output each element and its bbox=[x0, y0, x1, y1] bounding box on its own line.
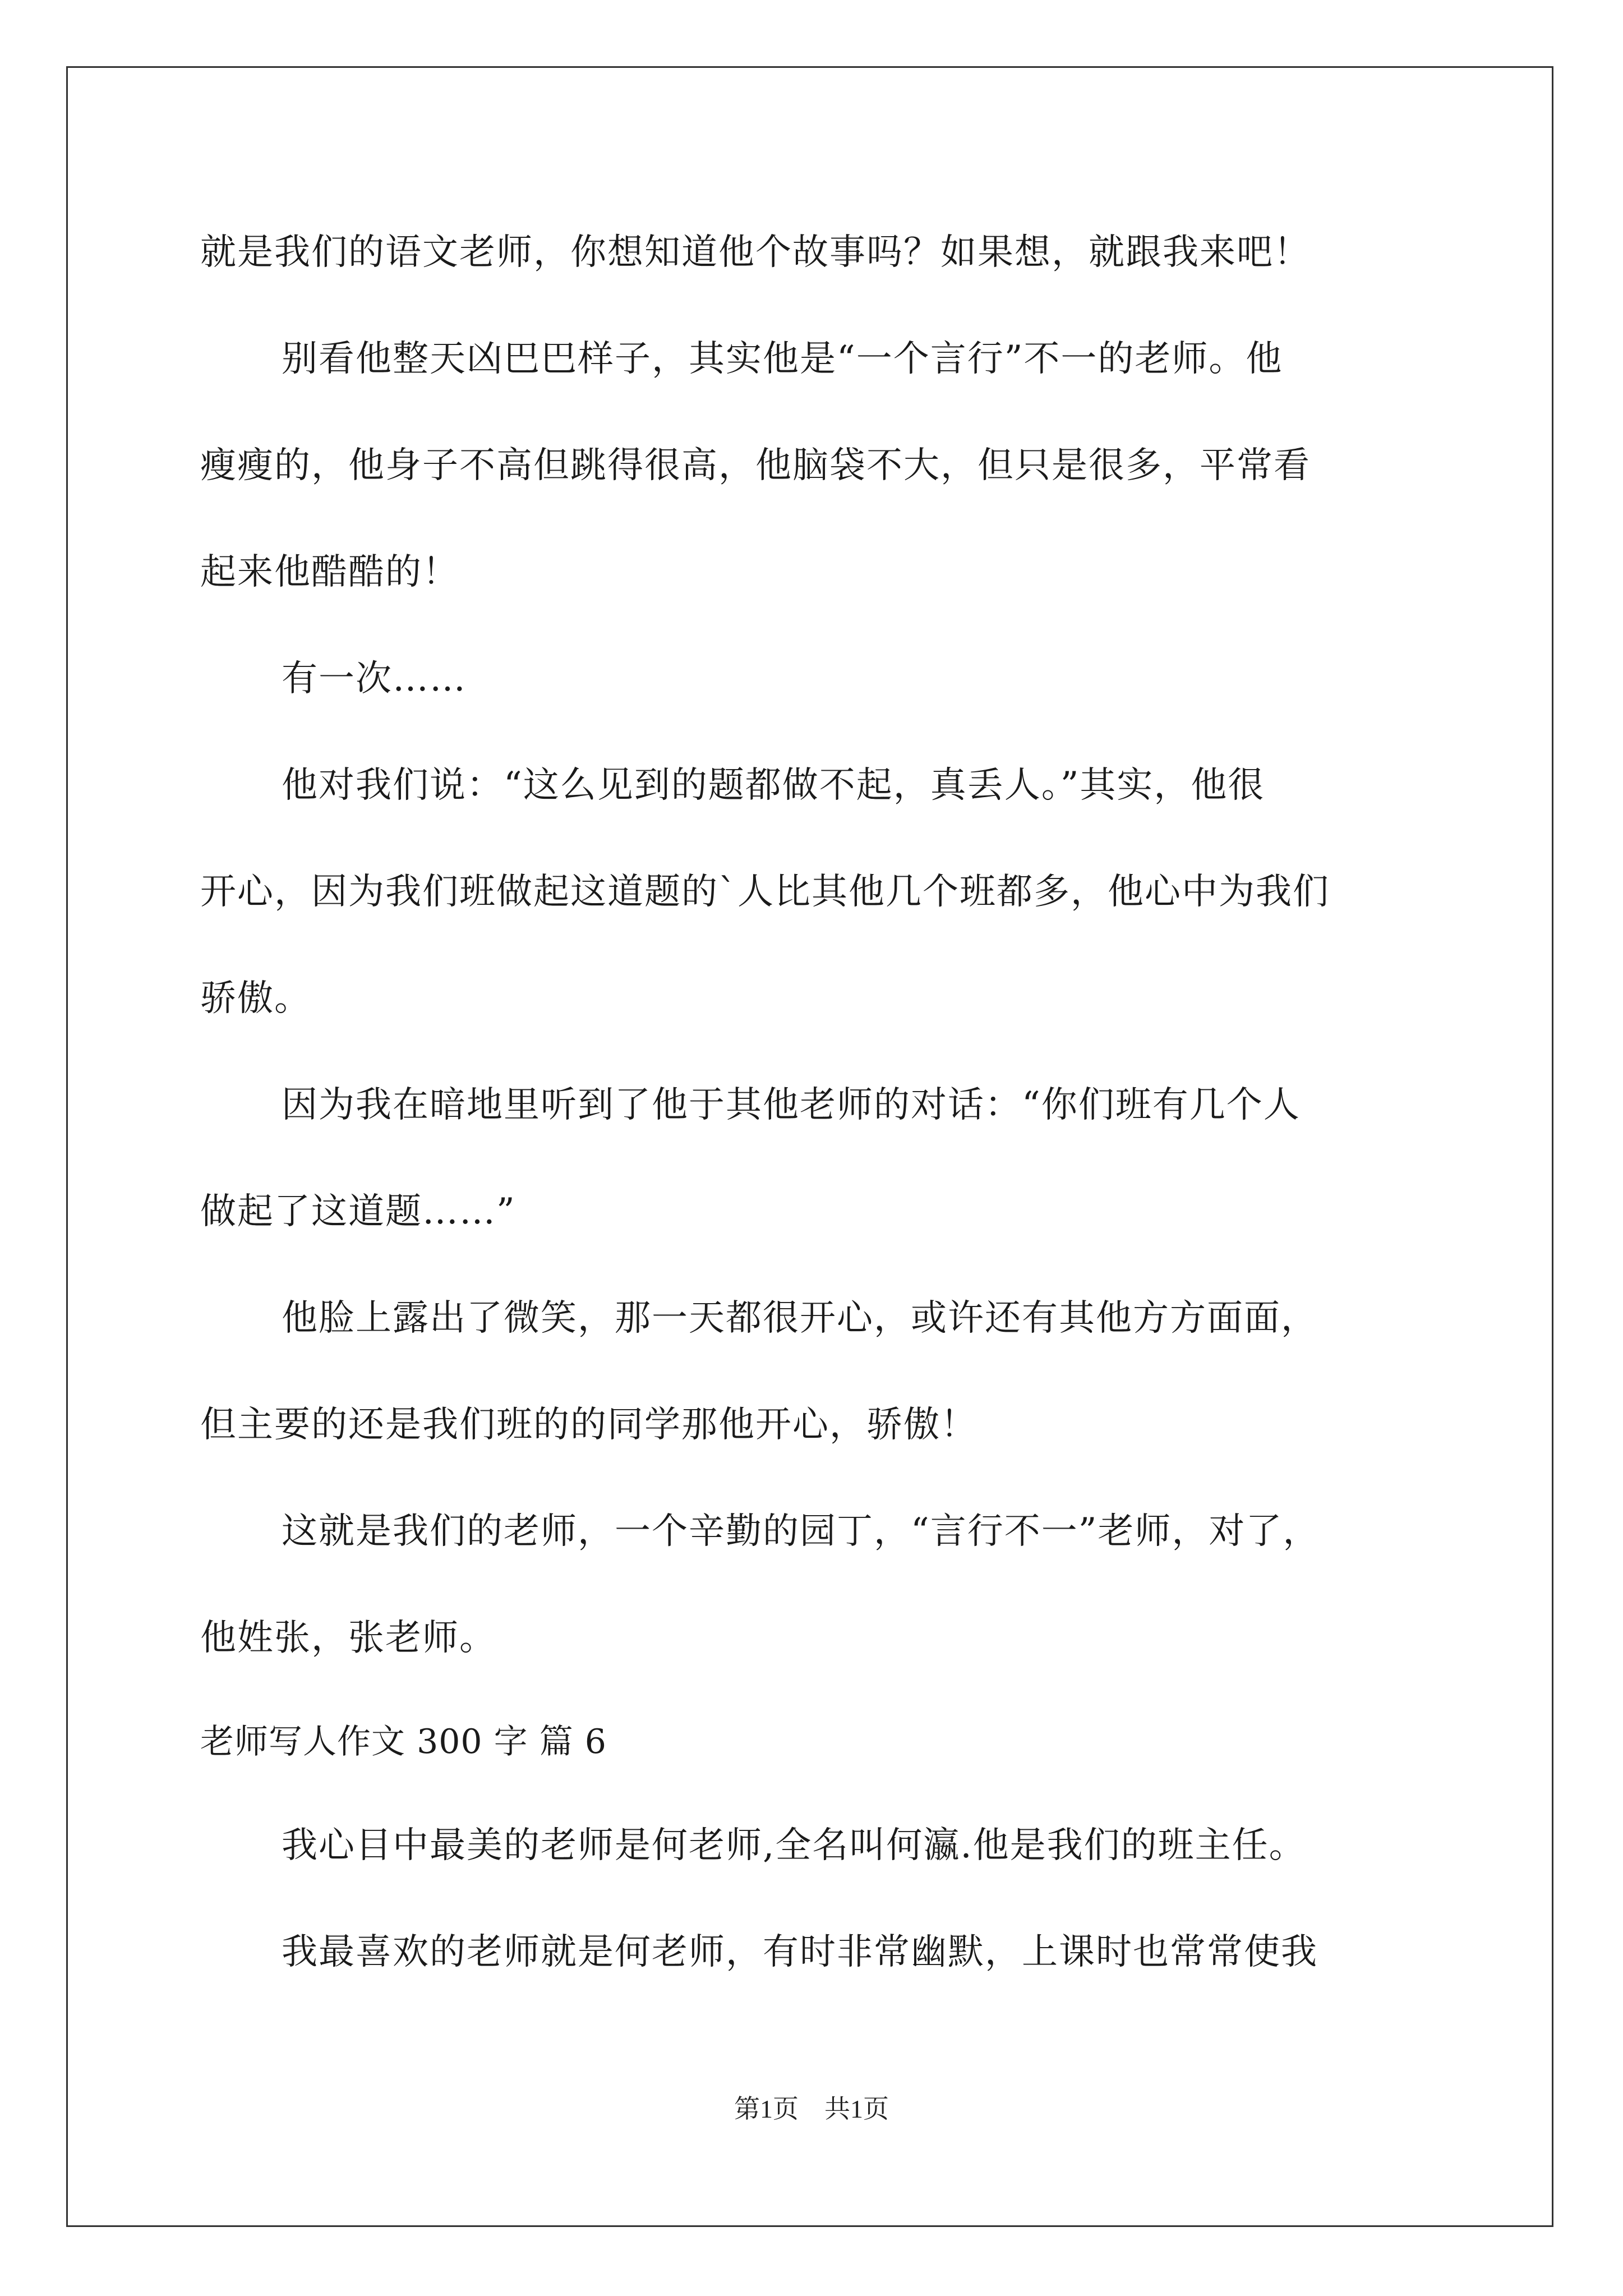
paragraph-start: 别看他整天凶巴巴样子，其实他是“一个言行”不一的老师。他 bbox=[282, 338, 1283, 380]
text-line: 开心，因为我们班做起这道题的`人比其他几个班都多，他心中为我们 bbox=[200, 871, 1330, 913]
text-line: 做起了这道题……” bbox=[200, 1191, 516, 1232]
paragraph-start: 他脸上露出了微笑，那一天都很开心，或许还有其他方方面面， bbox=[282, 1297, 1318, 1339]
page-total: 共1页 bbox=[824, 2095, 889, 2123]
text-line: 就是我们的语文老师，你想知道他个故事吗？如果想，就跟我来吧！ bbox=[200, 232, 1311, 273]
text-line: 骄傲。 bbox=[200, 978, 311, 1019]
section-heading: 老师写人作文 300 字 篇 6 bbox=[200, 1722, 607, 1761]
paragraph-start: 我最喜欢的老师就是何老师，有时非常幽默，上课时也常常使我 bbox=[282, 1931, 1318, 1973]
text-line: 但主要的还是我们班的的同学那他开心，骄傲！ bbox=[200, 1404, 978, 1446]
page-footer bbox=[0, 2092, 1623, 2126]
paragraph-start: 有一次…… bbox=[282, 658, 467, 700]
paragraph-start: 他对我们说：“这么见到的题都做不起，真丢人。”其实，他很 bbox=[282, 765, 1265, 806]
text-line: 他姓张，张老师。 bbox=[200, 1617, 496, 1659]
paragraph-start: 因为我在暗地里听到了他于其他老师的对话：“你们班有几个人 bbox=[282, 1084, 1301, 1126]
text-line: 瘦瘦的，他身子不高但跳得很高，他脑袋不大，但只是很多，平常看 bbox=[200, 445, 1311, 486]
page-border bbox=[66, 66, 1553, 2227]
paragraph-start: 我心目中最美的老师是何老师,全名叫何瀛.他是我们的班主任。 bbox=[282, 1825, 1306, 1866]
paragraph-start: 这就是我们的老师，一个辛勤的园丁，“言行不一”老师，对了， bbox=[282, 1511, 1320, 1552]
text-line: 起来他酷酷的！ bbox=[200, 551, 459, 593]
page-number: 第1页 bbox=[734, 2095, 799, 2123]
